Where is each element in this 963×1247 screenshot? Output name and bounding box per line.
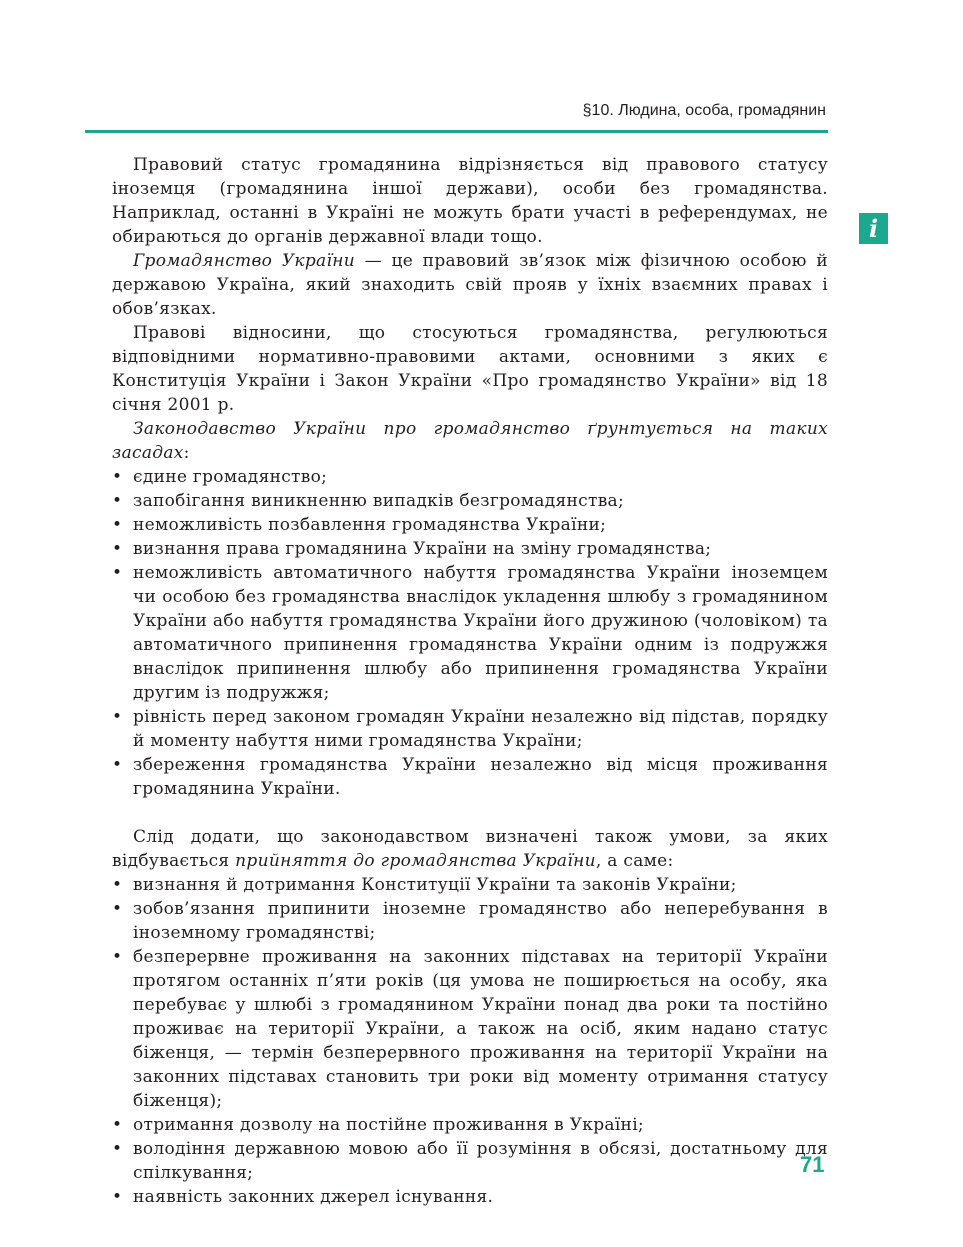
paragraph-legal-relations: Правові відносини, що стосуються громадянства, регулюються відповідними нормативно-правовими актами, основними з яких є Конституція України і Закон України «Про громадянство України» від 18 січня 2001 р.	[112, 323, 828, 415]
principles-list	[112, 465, 828, 801]
page-body	[112, 153, 828, 1209]
term-legislation: Законодавство України про громадянство ґрунтується на таких засадах	[112, 419, 828, 463]
list-item: • зобов’язання припинити іноземне громадянство або неперебування в іноземному громадянстві;	[112, 897, 828, 945]
list-item: • неможливість автоматичного набуття громадянства України іноземцем чи особою без громадянства внаслідок укладення шлюбу з громадянином України або набуття громадянства України його дружиною (чоловіком) та автоматичного припинення громадянства України одним із подружжя внаслідок припинення шлюбу або припинення громадянства України другим із подружжя;	[112, 561, 828, 705]
list-item: • володіння державною мовою або її розуміння в обсязі, достатньому для спілкування;	[112, 1137, 828, 1185]
list-item: • запобігання виникненню випадків безгромадянства;	[112, 489, 828, 513]
paragraph-status: Правовий статус громадянина відрізняється від правового статусу іноземця (громадянина іншої держави), особи без громадянства. Наприклад, останні в Україні не можуть брати участі в референдумах, не обираються до органів державної влади тощо.	[112, 155, 828, 247]
list-item: • єдине громадянство;	[112, 465, 828, 489]
list-item: • визнання й дотримання Конституції України та законів України;	[112, 873, 828, 897]
list-item: • отримання дозволу на постійне проживання в Україні;	[112, 1113, 828, 1137]
list-item: • збереження громадянства України незалежно від місця проживання громадянина України.	[112, 753, 828, 801]
paragraph-conditions-intro: Слід додати, що законодавством визначені також умови, за яких відбувається прийняття до громадянства України, а саме:	[112, 827, 828, 871]
page-header	[85, 100, 828, 133]
list-item: • наявність законних джерел існування.	[112, 1185, 828, 1209]
list-item: • неможливість позбавлення громадянства України;	[112, 513, 828, 537]
section-title: §10. Людина, особа, громадянин	[582, 102, 826, 119]
list-item: • безперервне проживання на законних підставах на території України протягом останніх п’яти років (ця умова не поширюється на особу, яка перебуває у шлюбі з громадянином України понад два роки та постійно проживає на території України, а також на осіб, яким надано статус біженця, — термін безперервного проживання на території України на законних підставах становить три роки від моменту отримання статусу біженця);	[112, 945, 828, 1113]
term-admission: прийняття до громадянства України	[235, 851, 596, 871]
term-citizenship: Громадянство України	[133, 251, 355, 271]
paragraph-citizenship-definition: Громадянство України — це правовий зв’язок між фізичною особою й державою Україна, який знаходить свій прояв у їхніх взаємних правах і обов’язках.	[112, 251, 828, 319]
conditions-list	[112, 873, 828, 1209]
list-item: • рівність перед законом громадян України незалежно від підстав, порядку й моменту набуття ними громадянства України;	[112, 705, 828, 753]
page-number: 71	[800, 1152, 825, 1177]
paragraph-principles-intro: Законодавство України про громадянство ґрунтується на таких засадах:	[112, 419, 828, 463]
info-icon: i	[859, 213, 888, 244]
list-item: • визнання права громадянина України на зміну громадянства;	[112, 537, 828, 561]
